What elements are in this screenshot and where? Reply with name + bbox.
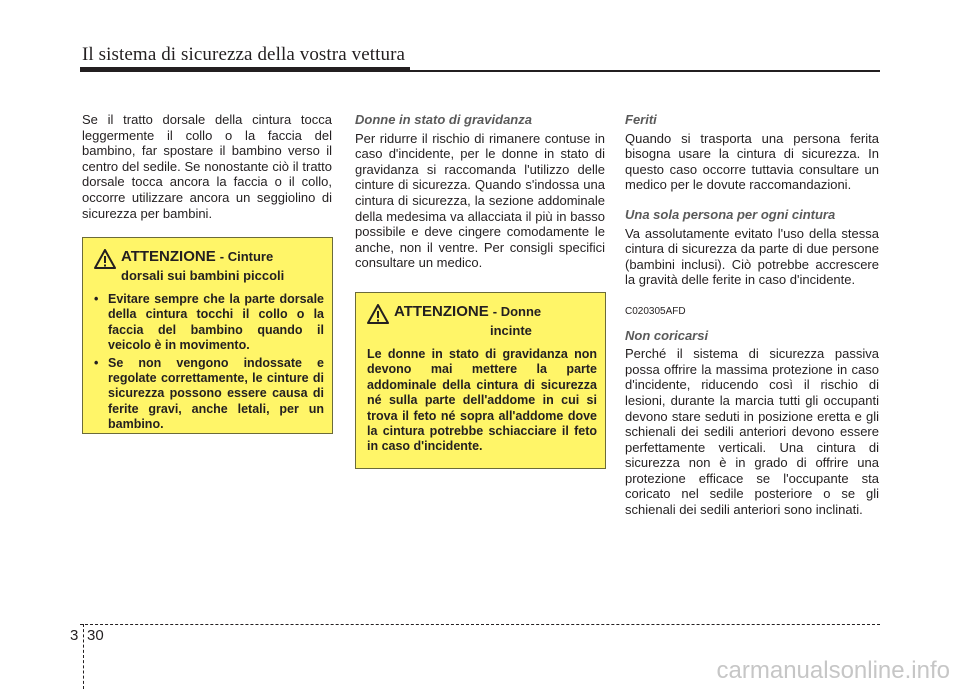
watermark: carmanualsonline.info — [716, 657, 950, 684]
warning-subtitle-a: - Cinture — [219, 249, 274, 264]
section-heading-no-lying: Non coricarsi — [625, 327, 709, 343]
one-person-paragraph: Va assolutamente evitato l'uso della stessa cintura di sicurezza da parte di due persone (bambini inclusi). Ciò potrebbe accrescere la gravità delle ferite in caso d'incidente. — [625, 225, 879, 288]
reference-code: C020305AFD — [625, 305, 686, 317]
warning-triangle-icon — [367, 304, 389, 324]
warning-triangle-icon — [94, 249, 116, 269]
bullet: • — [94, 292, 99, 306]
column-right — [625, 112, 879, 518]
page-number: 30 — [87, 627, 104, 644]
footer-divider — [83, 624, 84, 689]
section-heading-one-person: Una sola persona per ogni cintura — [625, 206, 836, 222]
warning-title — [121, 248, 284, 284]
injured-paragraph: Quando si trasporta una persona ferita bisogna usare la cintura di sicurezza. In questo caso occorre tuttavia consultare un medico per le dovute raccomandazioni. — [625, 130, 879, 193]
bullet: • — [94, 355, 99, 370]
warning-subtitle-b: dorsali sui bambini piccoli — [121, 268, 285, 283]
warning-box-child-belts — [82, 237, 333, 434]
pregnancy-paragraph: Per ridurre il rischio di rimanere contuse in caso d'incidente, per le donne in stato di gravidanza si raccomanda l'utilizzo delle cinture di sicurezza. Quando s'indossa una cintura di sicurezza, la sezione addominale della medesima va allacciata il più in basso possibile e deve cingere comodamente le anche, non il ventre. Per consigli specifici consultare un medico. — [355, 130, 605, 271]
chapter-number: 3 — [70, 627, 79, 644]
warning-subtitle-a: - Donne — [492, 304, 542, 319]
section-heading-injured: Feriti — [625, 112, 657, 127]
warning-title — [394, 303, 541, 339]
section-heading-pregnancy: Donne in stato di gravidanza — [355, 112, 532, 127]
warning-item — [94, 292, 324, 354]
page-header-title: Il sistema di sicurezza della vostra vettura — [82, 44, 406, 65]
column-middle — [355, 112, 605, 271]
warning-subtitle-b: incinte — [490, 323, 532, 338]
warning-box-pregnant — [355, 292, 606, 469]
column-left — [82, 112, 332, 221]
warning-list — [94, 292, 324, 433]
warning-header — [94, 248, 324, 284]
warning-label: ATTENZIONE — [394, 303, 489, 320]
warning-item — [94, 356, 324, 433]
header-rule — [80, 70, 880, 72]
footer-rule — [80, 624, 880, 625]
child-belt-paragraph: Se il tratto dorsale della cintura tocca leggermente il collo o la faccia del bambino, far spostare il bambino verso il centro del sedile. Se nonostante ciò il tratto dorsale tocca ancora la faccia o il collo, occorre utilizzare ancora un seggiolino di sicurezza per bambini. — [82, 112, 332, 221]
warning-item-text: Evitare sempre che la parte dorsale della cintura tocchi il collo o la faccia del bambino quando il veicolo è in movimento. — [108, 292, 324, 353]
warning-item-text: Se non vengono indossate e regolate correttamente, le cinture di sicurezza possono essere causa di ferite gravi, anche letali, per un bambino. — [108, 355, 324, 432]
warning-header — [367, 303, 597, 339]
warning-body: Le donne in stato di gravidanza non devono mai mettere la parte addominale della cintura di sicurezza né sulla parte dell'addome in cui si trova il feto né sopra all'addome dove la cintura potrebbe schiacciare il feto in caso d'incidente. — [367, 347, 597, 454]
no-lying-paragraph: Perché il sistema di sicurezza passiva possa offrire la massima protezione in caso d'incidente, riducendo così il rischio di lesioni, durante la marcia tutti gli occupanti devono stare seduti in posizione eretta e gli schienali dei sedili anteriori devono essere perfettamente verticali. Una cintura di sicurezza non è in grado di offrire una protezione efficace se l'occupante sta coricato nel sedile posteriore o se gli schienali dei sedili anteriori sono inclinati. — [625, 346, 879, 518]
warning-label: ATTENZIONE — [121, 248, 216, 265]
